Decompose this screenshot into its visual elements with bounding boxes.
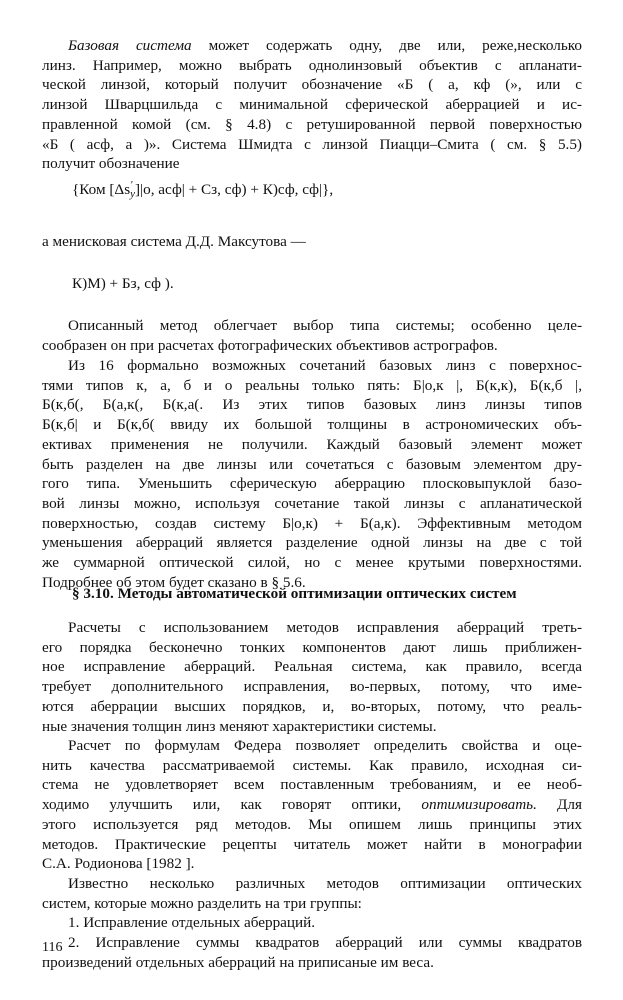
text-line: тями типов к, а, б и о реальны только пять: Б|о,к |, Б(к,к), Б(к,б |, xyxy=(42,376,582,394)
text-line: а менисковая система Д.Д. Максутова — xyxy=(42,233,306,250)
text-line: гого типа. Уменьшить сферическую аберрацию плосковыпуклой базо- xyxy=(42,475,582,493)
text-line: вой линзы можно, используя сочетание такой линзы с апланатической xyxy=(42,494,582,512)
formula-maksutov: К)М) + Бз, сф ). xyxy=(72,275,174,292)
text-line: нить качества рассматриваемой системы. Как правило, исходная си- xyxy=(42,756,582,774)
text-line: ные значения толщин линз меняют характеристики системы. xyxy=(42,717,437,735)
text-line: Известно несколько различных методов оптимизации оптических xyxy=(68,875,582,892)
formula-part: {Ком [Δs xyxy=(72,181,131,198)
formula-subscript: y xyxy=(130,188,135,200)
text-line: Описанный метод облегчает выбор типа системы; особенно целе- xyxy=(68,317,582,334)
text-span: может содержать одну, две или, реже,несколько xyxy=(191,37,582,54)
formula-part: ]|о, асф| + Сз, сф) + К)сф, сф|}, xyxy=(135,181,334,198)
text-line: линз. Например, можно выбрать однолинзовый объектив с апланати- xyxy=(42,56,582,74)
text-line: получит обозначение xyxy=(42,155,180,173)
text-line: поверхностью, создав систему Б|о,к) + Б(а,к). Эффективным методом xyxy=(42,514,582,532)
paragraph-feder xyxy=(42,736,582,874)
text-line: Расчеты с использованием методов исправления аберраций треть- xyxy=(68,619,582,636)
paragraph-base-system xyxy=(42,36,582,174)
text-line: быть разделен на две линзы или сочетаться с базовым элементом дру- xyxy=(42,455,582,473)
italic-term: Базовая система xyxy=(68,37,192,54)
text-line: стема не удовлетворяет всем поставленным требованиям, и ее необ- xyxy=(42,776,582,794)
formula-superscript: ′ xyxy=(130,179,133,191)
text-line: ное исправление аберраций. Реальная система, как правило, всегда xyxy=(42,658,582,676)
italic-term: оптимизировать. xyxy=(421,796,537,814)
text-line: его порядка бесконечно тонких компонентов дают лишь приближен- xyxy=(42,638,582,656)
text-line: Расчет по формулам Федера позволяет определить свойства и оце- xyxy=(68,737,582,754)
text-line: систем, которые можно разделить на три группы: xyxy=(42,894,362,912)
text-line: «Б ( асф, а )». Система Шмидта с линзой Пиацци–Смита ( см. § 5.5) xyxy=(42,135,582,153)
paragraph-maksutov xyxy=(42,232,582,252)
text-line: методов. Практические рецепты читатель может найти в монографии xyxy=(42,835,582,853)
page-number: 116 xyxy=(42,940,63,955)
text-line xyxy=(42,795,582,815)
text-line: С.А. Родионова [1982 ]. xyxy=(42,855,195,873)
section-heading: § 3.10. Методы автоматической оптимизации оптических систем xyxy=(72,585,517,602)
text-line: Подробнее об этом будет сказано в § 5.6. xyxy=(42,573,306,591)
text-line: произведений отдельных аберраций на приписаные им веса. xyxy=(42,953,434,971)
text-line: линзой Шварцшильда с минимальной сферической аберрацией и ис- xyxy=(42,96,582,114)
text-line: ческой линзой, который получит обозначение «Б ( а, кф (», или с xyxy=(42,76,582,94)
text-line: Из 16 формально возможных сочетаний базовых линз с поверхнос- xyxy=(68,357,582,374)
text-line: Б(к,б| и Б(к,б( ввиду их большой толщины в астрономических объ- xyxy=(42,416,582,434)
paragraph-methods-intro xyxy=(42,874,582,973)
text-line: уменьшения аберраций является разделение одной линзы на две с той xyxy=(42,534,582,552)
text-line: этого используется ряд методов. Мы опишем лишь принципы этих xyxy=(42,815,582,833)
paragraph-method xyxy=(42,316,582,355)
paragraph-third-order xyxy=(42,618,582,736)
list-item: 1. Исправление отдельных аберраций. xyxy=(68,914,316,932)
paragraph-combinations xyxy=(42,356,582,592)
text-line: ются аберрации высших порядков, и, во-вторых, потому, что реаль- xyxy=(42,697,582,715)
text-line: сообразен он при расчетах фотографических объективов астрографов. xyxy=(42,336,498,354)
text-span: Для xyxy=(536,796,582,814)
list-item: 2. Исправление суммы квадратов аберраций или суммы квадратов xyxy=(68,934,582,952)
text-line: правленной комой (см. § 4.8) с ретушированной первой поверхностью xyxy=(42,115,582,133)
text-span: ходимо улучшить или, как говорят оптики, xyxy=(42,796,422,814)
text-line: Б(к,б(, Б(а,к(, Б(к,а(. Из этих типов базовых линз линзы типов xyxy=(42,396,582,414)
text-line: же суммарной оптической силой, но с менее крутыми поверхностями. xyxy=(42,554,582,572)
text-line: ективах применения не получили. Каждый базовый элемент может xyxy=(42,435,582,453)
formula-schmidt xyxy=(72,180,333,200)
text-line xyxy=(42,36,582,56)
text-line: требует дополнительного исправления, во-первых, потому, что име- xyxy=(42,678,582,696)
